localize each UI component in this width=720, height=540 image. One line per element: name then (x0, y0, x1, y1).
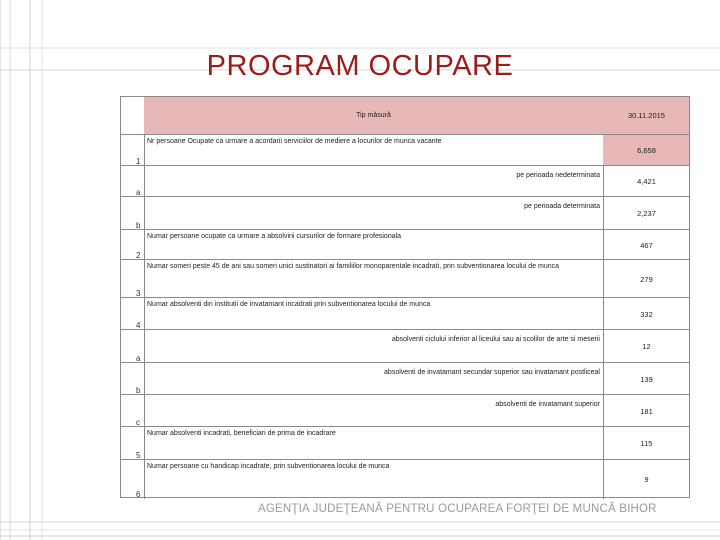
row-description: Numar persoane ocupate ca urmare a absolvirii cursurilor de formare profesionala (147, 233, 402, 240)
header-date-label: 30.11.2015 (628, 110, 665, 120)
table-row (120, 165, 690, 197)
row-value: 467 (640, 240, 653, 250)
table-row (120, 134, 690, 166)
row-description: pe perioada determinata (524, 203, 600, 210)
row-value: 2,237 (637, 209, 656, 218)
row-value: 4,421 (637, 177, 656, 186)
table-row (120, 297, 690, 330)
row-description: absolventi ciclului inferior al liceului sau ai scolilor de arte si meserii (391, 336, 600, 343)
row-description: Numar persoane cu handicap incadrate, prin subventionarea locului de munca (147, 463, 390, 470)
row-number: a (136, 188, 141, 197)
row-value: 9 (644, 475, 649, 484)
table-row (120, 362, 690, 395)
header-measure-label: Tip măsură (356, 111, 391, 119)
table-row (120, 259, 690, 298)
row-value: 6,658 (603, 135, 690, 166)
row-description: absolventi de invatamant superior (495, 401, 600, 408)
table-row (120, 459, 690, 499)
row-number: 5 (136, 451, 141, 460)
row-number: b (136, 221, 141, 230)
row-number: 6 (136, 490, 141, 499)
table-row (120, 426, 690, 460)
row-value: 332 (640, 309, 653, 319)
row-value: 12 (642, 342, 651, 351)
program-table (120, 96, 690, 498)
row-value: 181 (640, 406, 653, 416)
row-description: Numar absolventi incadrati, beneficiari de prima de incadrare (147, 430, 336, 437)
table-row (120, 394, 690, 427)
row-description: Numar someri peste 45 de ani sau someri unici sustinatori ai familiilor monoparentale incadrati, prin subventionarea locului de munca (147, 263, 560, 270)
row-value: 115 (640, 439, 653, 448)
row-number: b (136, 386, 141, 395)
page-title: PROGRAM OCUPARE (206, 50, 514, 82)
table-row (120, 196, 690, 230)
row-number: 2 (136, 251, 141, 260)
row-description: absolventi de invatamant secundar superior sau invatamant postliceal (384, 369, 600, 376)
row-description: pe perioada nedeterminata (516, 172, 600, 179)
row-value: 139 (640, 374, 653, 384)
footer-agency: AGENŢIA JUDEŢEANĂ PENTRU OCUPAREA FORŢEI DE MUNCĂ BIHOR (258, 503, 657, 515)
row-description: Nr persoane Ocupate ca urmare a acordarii serviciilor de mediere a locurilor de munca vacante (147, 138, 442, 145)
row-number: c (136, 418, 140, 427)
table-header (120, 96, 690, 134)
row-description: Numar absolventi din institutii de invatamant incadrati prin subventionarea locului de munca (147, 301, 431, 308)
table-row (120, 229, 690, 260)
row-number: a (136, 354, 141, 363)
row-number: 3 (136, 289, 141, 298)
row-value: 279 (640, 274, 653, 284)
table-row (120, 329, 690, 363)
row-number: 4 (136, 321, 141, 330)
row-number: 1 (136, 157, 141, 166)
